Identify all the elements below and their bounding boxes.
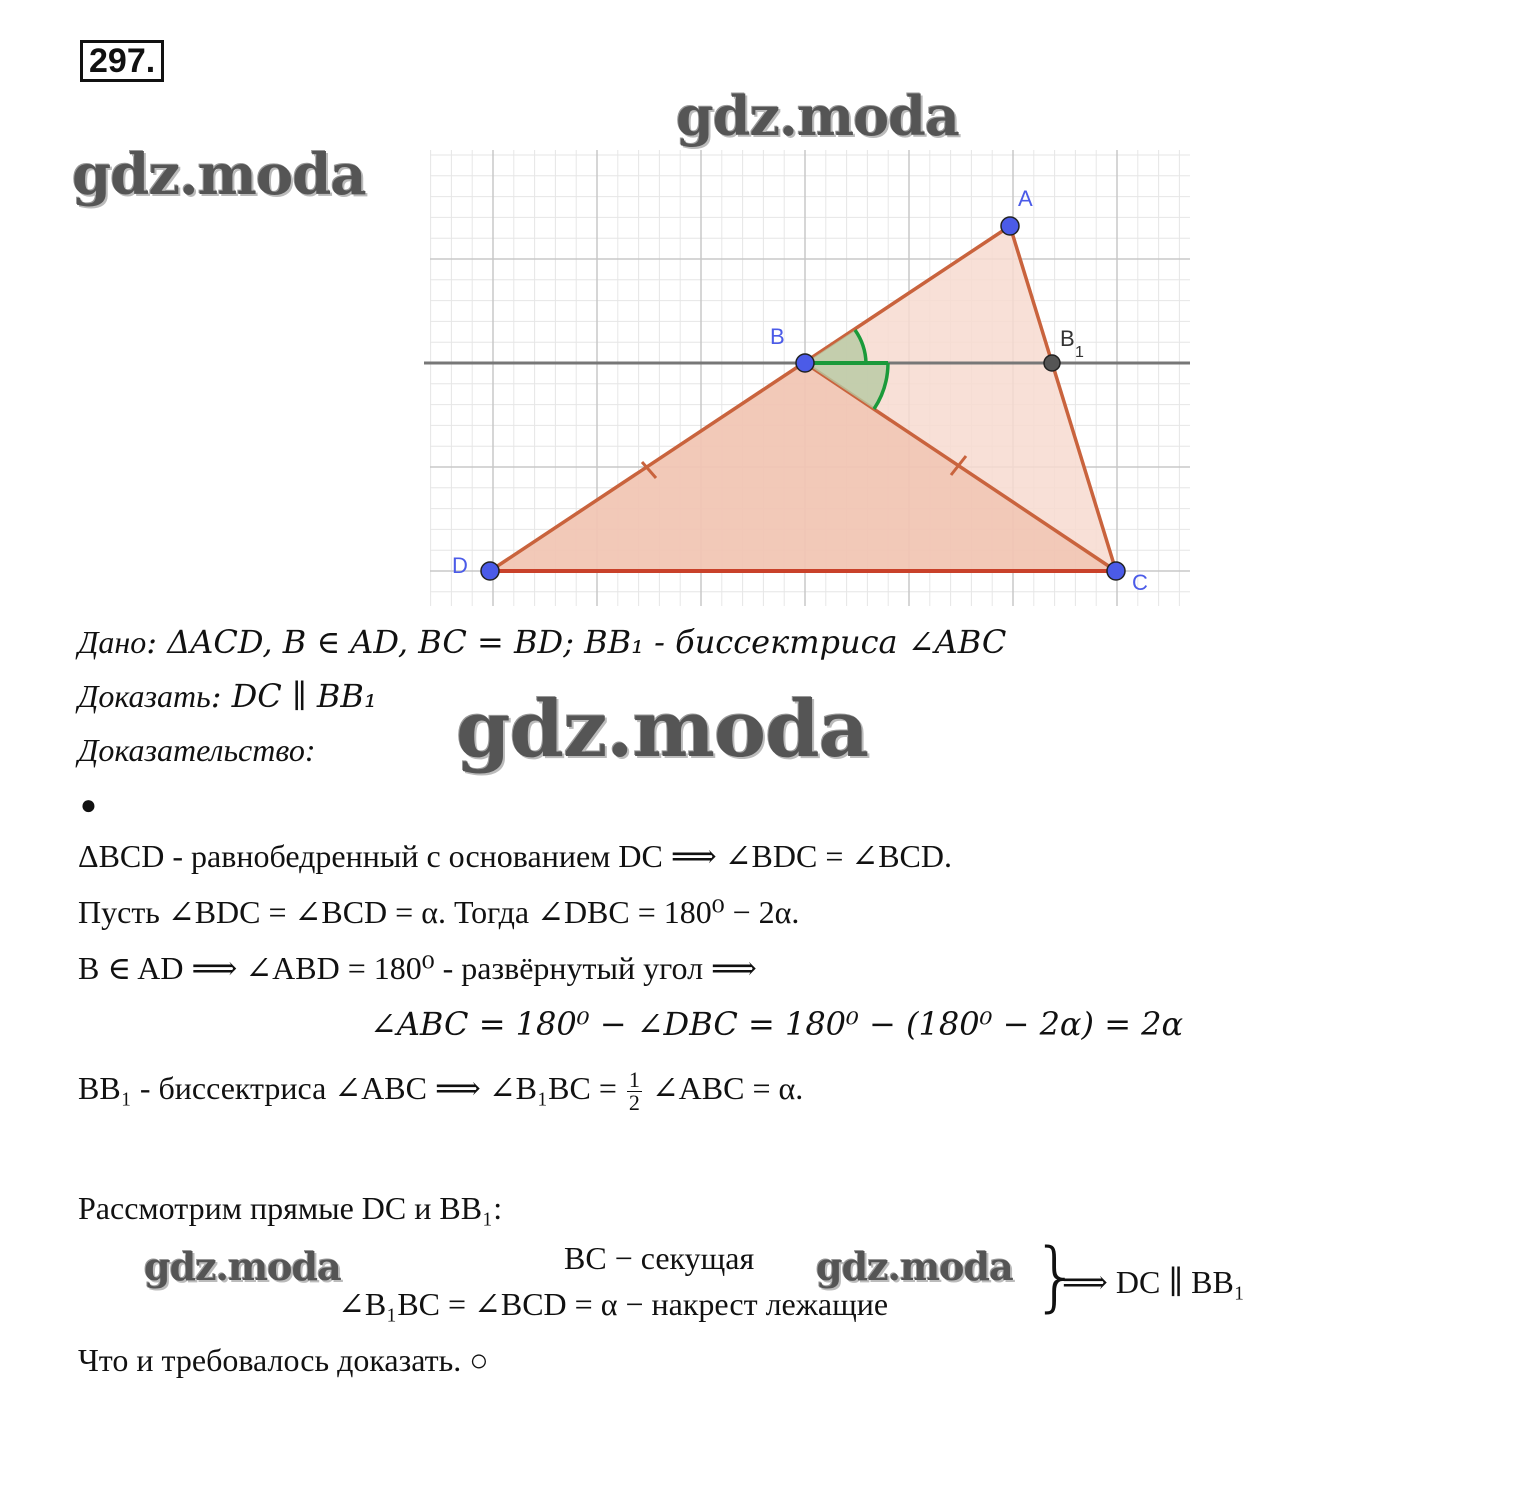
watermark: gdz.moda [816, 1244, 1013, 1289]
label-c: C [1132, 570, 1148, 595]
fraction-denominator: 2 [628, 1090, 640, 1116]
proof-line-3: B ∈ AD ⟹ ∠ABD = 180⁰ - развёрнутый угол ⟹ [78, 950, 757, 986]
system-line-1: BC − секущая [564, 1240, 755, 1276]
given-line [78, 622, 1006, 662]
system-conclusion: ⟹ DC ∥ BB₁ [1062, 1264, 1245, 1300]
proof-line-1: ΔBCD - равнобедренный с основанием DC ⟹ ∠BDC = ∠BCD. [78, 838, 952, 874]
prove-line [78, 676, 377, 716]
watermark: gdz.moda [144, 1244, 341, 1289]
proof-line-5 [78, 1068, 803, 1114]
label-b: B [770, 324, 785, 349]
triangle-figure [420, 146, 1196, 610]
proof-line-5-a: BB₁ - биссектриса ∠ABC ⟹ ∠B₁BC = [78, 1070, 617, 1106]
fraction-one-half [627, 1069, 642, 1114]
label-b1: B [1060, 326, 1075, 351]
prove-text: : DC ∥ BB₁ [210, 677, 377, 715]
prove-label: Доказать [78, 678, 211, 714]
point-c [1107, 562, 1125, 580]
given-text: : ΔACD, B ∈ AD, BC = BD; BB₁ - биссектриса ∠ABC [146, 623, 1007, 661]
problem-number: 297. [80, 40, 164, 82]
system-line-2: ∠B₁BC = ∠BCD = α − накрест лежащие [338, 1286, 889, 1322]
label-a: A [1018, 186, 1033, 211]
watermark: gdz.moda [456, 684, 869, 775]
proof-line-4: ∠ABC = 180⁰ − ∠DBC = 180⁰ − (180⁰ − 2α) = 2α [370, 1005, 1184, 1043]
system-brace: } [1032, 1231, 1081, 1320]
fraction-numerator: 1 [628, 1067, 640, 1093]
point-d [481, 562, 499, 580]
point-a [1001, 217, 1019, 235]
watermark: gdz.moda [72, 142, 366, 208]
label-b1-subscript: 1 [1075, 344, 1084, 361]
qed-line: Что и требовалось доказать. ○ [78, 1342, 489, 1378]
proof-heading: Доказательство: [78, 732, 316, 768]
point-b1 [1044, 355, 1060, 371]
proof-line-6: Рассмотрим прямые DC и BB₁: [78, 1190, 503, 1226]
bullet: ● [80, 790, 97, 821]
proof-line-5-b: ∠ABC = α. [651, 1070, 804, 1106]
point-b [796, 354, 814, 372]
label-d: D [452, 553, 468, 578]
proof-line-2: Пусть ∠BDC = ∠BCD = α. Тогда ∠DBC = 180⁰ − 2α. [78, 894, 800, 930]
watermark: gdz.moda [676, 84, 959, 148]
given-label: Дано [78, 624, 147, 660]
